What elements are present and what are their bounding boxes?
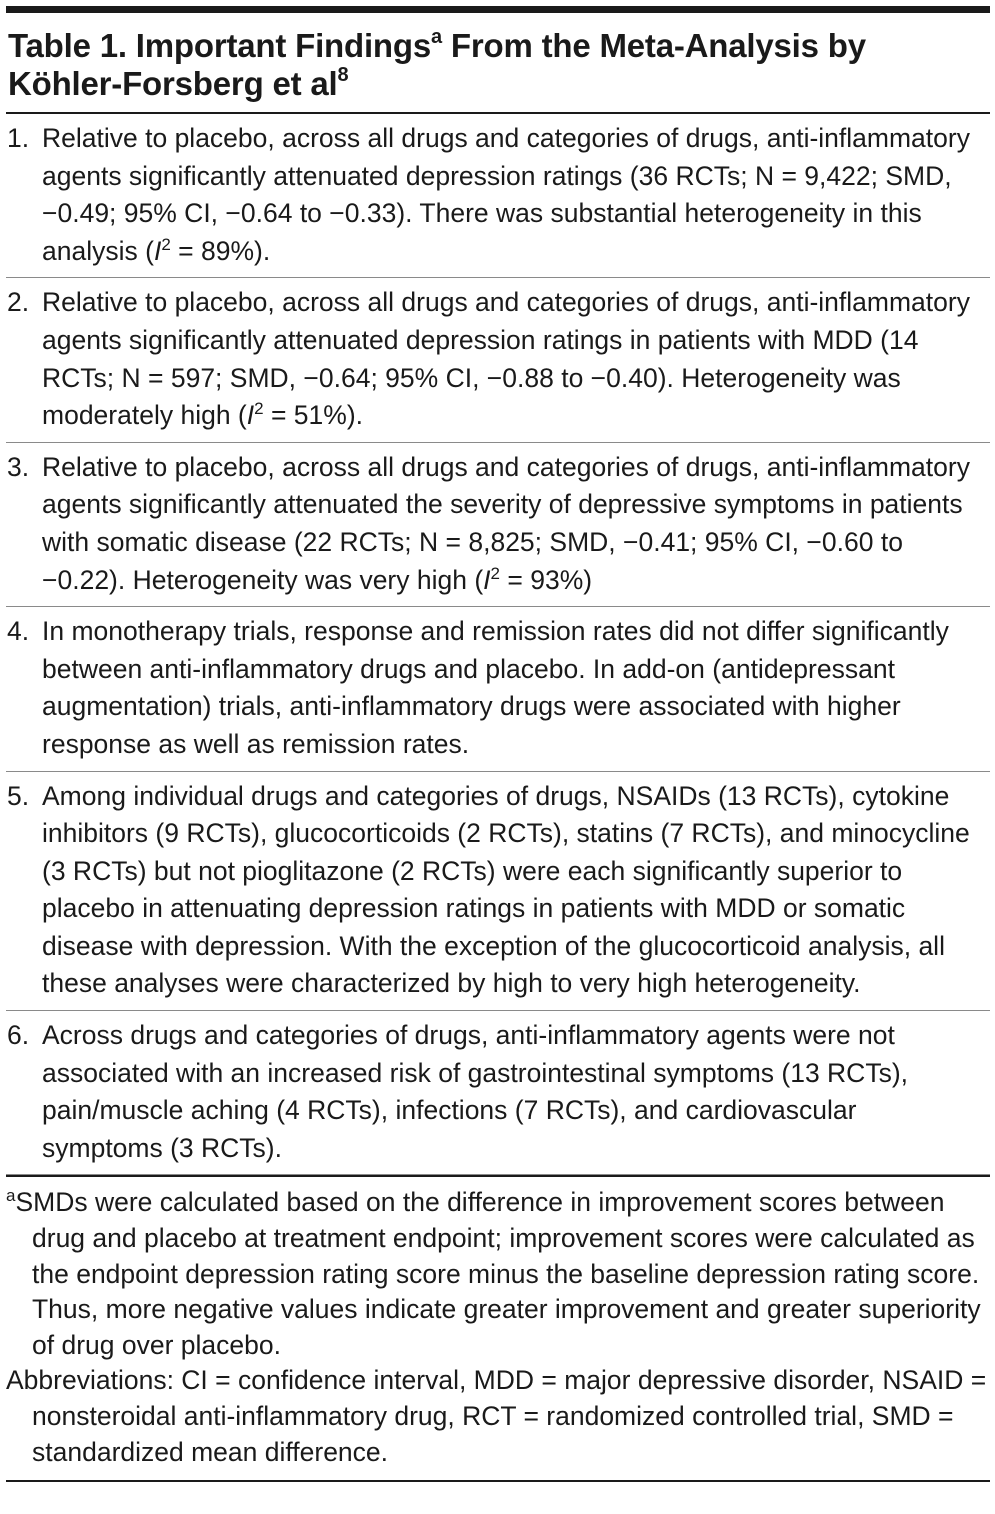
finding-number: 3. (7, 451, 30, 482)
finding-row (6, 772, 990, 1012)
title-reference: 8 (337, 64, 349, 86)
finding-number: 5. (7, 780, 30, 811)
abbreviations: Abbreviations: CI = confidence interval, MDD = major depressive disorder, NSAID = nonsteroidal anti-inflammatory drug, RCT = randomized controlled trial, SMD = standardized mean difference. (6, 1365, 987, 1467)
finding-number: 6. (7, 1020, 30, 1051)
finding-text: Among individual drugs and categories of drugs, NSAIDs (13 RCTs), cytokine inhibitors (9 RCTs), glucocorticoids (2 RCTs), statins (7 RCTs), and minocycline (3 RCTs) but not pioglitazone (2 RCTs) were each significantly superior to placebo in attenuating depression ratings in patients with MDD or somatic disease with depression. With the exception of the glucocorticoid analysis, all these analyses were characterized by high to very high heterogeneity. (42, 780, 970, 999)
findings-table (6, 6, 990, 1482)
finding-row (6, 607, 990, 771)
table-title (6, 13, 990, 112)
top-rule (6, 6, 990, 13)
finding-row (6, 443, 990, 607)
finding-text: Across drugs and categories of drugs, anti-inflammatory agents were not associated with an increased risk of gastrointestinal symptoms (13 RCTs), pain/muscle aching (4 RCTs), infections (7 RCTs), and cardiovascular symptoms (3 RCTs). (42, 1020, 909, 1163)
title-text: Table 1. Important Findings (8, 27, 432, 64)
footnote-mark: a (6, 1186, 16, 1206)
title-author: Köhler-Forsberg et al (8, 65, 338, 102)
finding-text: Relative to placebo, across all drugs and categories of drugs, anti-inflammatory agents significantly attenuated depression ratings (36 RCTs; N = 9,422; SMD, −0.49; 95% CI, −0.64 to −0.33). There was substantial heterogeneity in this analysis $(I^2 = 89\%)$. (42, 123, 970, 266)
footnote-a-text: SMDs were calculated based on the difference in improvement scores between drug and placebo at treatment endpoint; improvement scores were calculated as the endpoint depression rating score minus the baseline depression rating score. Thus, more negative values indicate greater improvement and greater superiority of drug over placebo. (15, 1187, 981, 1360)
finding-number: 1. (7, 123, 30, 153)
bottom-rule (6, 1480, 990, 1482)
footnotes (6, 1177, 990, 1480)
finding-row (6, 1011, 990, 1175)
finding-text: Relative to placebo, across all drugs and categories of drugs, anti-inflammatory agents significantly attenuated depression ratings in patients with MDD (14 RCTs; N = 597; SMD, −0.64; 95% CI, −0.88 to −0.40). Heterogeneity was moderately high $(I^2 = 51\%)$. (42, 287, 970, 431)
finding-text: In monotherapy trials, response and remission rates did not differ significantly between anti-inflammatory drugs and placebo. In add-on (antidepressant augmentation) trials, anti-inflammatory drugs were associated with higher response as well as remission rates. (42, 616, 949, 759)
finding-row (6, 278, 990, 442)
finding-row (6, 114, 990, 278)
finding-text: Relative to placebo, across all drugs and categories of drugs, anti-inflammatory agents significantly attenuated the severity of depressive symptoms in patients with somatic disease (22 RCTs; N = 8,825; SMD, −0.41; 95% CI, −0.60 to −0.22). Heterogeneity was very high $(I^2 = 93\%)$ (42, 451, 970, 595)
title-text-cont: From the Meta-Analysis by (441, 27, 866, 64)
footnote-a (6, 1185, 990, 1363)
finding-number: 2. (7, 287, 30, 318)
finding-number: 4. (7, 616, 30, 647)
title-footnote-mark: a (431, 26, 442, 48)
